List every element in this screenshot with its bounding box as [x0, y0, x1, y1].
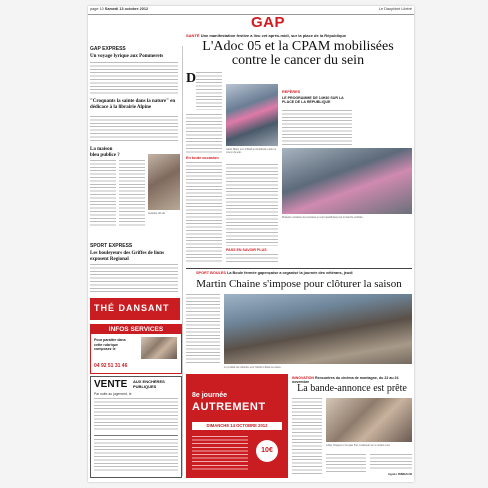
cinema-photo-caption: Gilles Chappaz et Jacques Fort, fondateurs de ce rendez-vous. — [326, 444, 391, 447]
left-brief-3-text-a — [90, 160, 116, 228]
main-photo-caption: Anaïs Henry et la CPAM se mobilisent contre le cancer du sein. — [226, 148, 277, 155]
group-photo — [282, 148, 412, 214]
journee-autrement-ad — [186, 374, 288, 478]
group-photo-caption: Plusieurs centaines de personnes se sont rassemblées pour la marche solidaire. — [282, 216, 364, 219]
side-programme-text — [282, 110, 352, 146]
woman-portrait-photo — [148, 154, 180, 210]
left-brief-2-text — [90, 116, 178, 142]
main-text-col1-top — [196, 72, 222, 110]
main-kicker: SANTÉ Une manifestation festive a lieu cet après-midi, sur la place de la République — [186, 33, 347, 38]
main-headline-line-1: L'Adoc 05 et la CPAM mobilisées — [202, 39, 394, 54]
flash-text — [226, 254, 278, 262]
paper-name: Le Dauphiné Libéré — [378, 7, 412, 11]
side-kicker: REPÈRES — [282, 90, 301, 94]
page-number: page 10 Samedi 13 octobre 2012 — [90, 7, 149, 11]
left-brief-1-text — [90, 62, 178, 94]
vente-notary-text — [94, 439, 178, 471]
autrement-kicker: 8e journée — [192, 392, 228, 399]
vente-notary-block — [94, 435, 178, 474]
cinema-text-col1 — [292, 398, 322, 476]
vente-text — [94, 398, 178, 432]
main-headline-line-2: contre le cancer du sein — [231, 53, 365, 68]
sport-photo-caption: Le podium des vétérans, avec Martin Chaine au centre. — [224, 366, 282, 369]
the-dansant-ad — [90, 298, 180, 320]
autrement-title: AUTREMENT — [192, 401, 266, 413]
autrement-date: DIMANCHE 14 OCTOBRE 2012 — [192, 422, 282, 430]
autrement-price-badge: 10€ — [256, 440, 278, 462]
cinema-text-col3 — [370, 454, 412, 470]
vente-title: VENTE — [94, 379, 128, 390]
left-brief-2-title: "Croquants la sainte dans la nature" en dédicace à la librairie Alpine — [90, 99, 176, 110]
vente-detail: Par suite au jugement, le — [94, 392, 132, 396]
side-head: LE PROGRAMME DE 14H30 SUR LA PLACE DE LA RÉPUBLIQUE — [282, 96, 344, 105]
cinema-text-col2 — [326, 454, 366, 474]
main-text-col1 — [186, 114, 222, 154]
cinema-founders-photo — [326, 398, 412, 442]
infos-services-phone: 04 92 51 31 46 — [94, 363, 128, 369]
left-photo-caption: Jeannine, 66 ans — [148, 212, 166, 215]
left-brief-1-title: Un voyage lyrique aux Pommerets — [90, 54, 164, 59]
left-brief-3-title: La maison bleu publice ? — [90, 147, 120, 158]
page-title: GAP — [250, 14, 285, 31]
vente-encheres-ad — [90, 376, 182, 478]
infos-services-ad — [90, 324, 182, 374]
autrement-programme — [192, 436, 248, 470]
cpam-women-photo — [226, 84, 278, 146]
sport-text-col — [186, 294, 220, 364]
the-dansant-label: THÉ DANSANT — [94, 303, 170, 313]
sport-express-header: SPORT EXPRESS — [90, 243, 133, 249]
dropcap: D — [186, 71, 197, 86]
petanque-group-photo — [224, 294, 412, 364]
main-text-col1-bottom — [186, 162, 222, 262]
infos-services-sub: Pour paraître dans cette rubrique composez le — [94, 338, 126, 352]
main-headline — [184, 40, 412, 68]
infos-services-title: INFOS SERVICES — [91, 325, 181, 334]
main-text-col2 — [226, 164, 278, 246]
infos-ad-image — [141, 337, 177, 359]
main-subhead: En toute occasion — [186, 156, 219, 160]
sport-headline: Martin Chaine s'impose pour clôturer la saison — [196, 278, 402, 290]
sport-express-title: Les bouleyeurs des Griffes de lions exposent Regional — [90, 251, 165, 262]
left-section-header: GAP EXPRESS — [90, 46, 126, 52]
flash-title: PASS EN SAVOIR PLUS — [226, 248, 267, 252]
cinema-headline: La bande-annonce est prête — [297, 383, 407, 394]
vente-sub: AUX ENCHÈRES PUBLIQUES — [133, 379, 165, 389]
sport-divider — [186, 268, 412, 269]
sport-kicker: SPORT BOULES La Boule fermée gapençaise a organisé la journée des vétérans, jeudi — [196, 271, 353, 275]
cinema-signature: Agnès RIMBAUD — [387, 472, 412, 476]
cinema-kicker: INNOVATION Rencontres du cinéma de montagne, du 22 au 24 novembre — [292, 376, 399, 384]
left-brief-3-text-b — [119, 160, 145, 228]
sport-express-text — [90, 264, 178, 294]
column-divider — [182, 46, 183, 476]
newspaper-page — [88, 6, 414, 482]
